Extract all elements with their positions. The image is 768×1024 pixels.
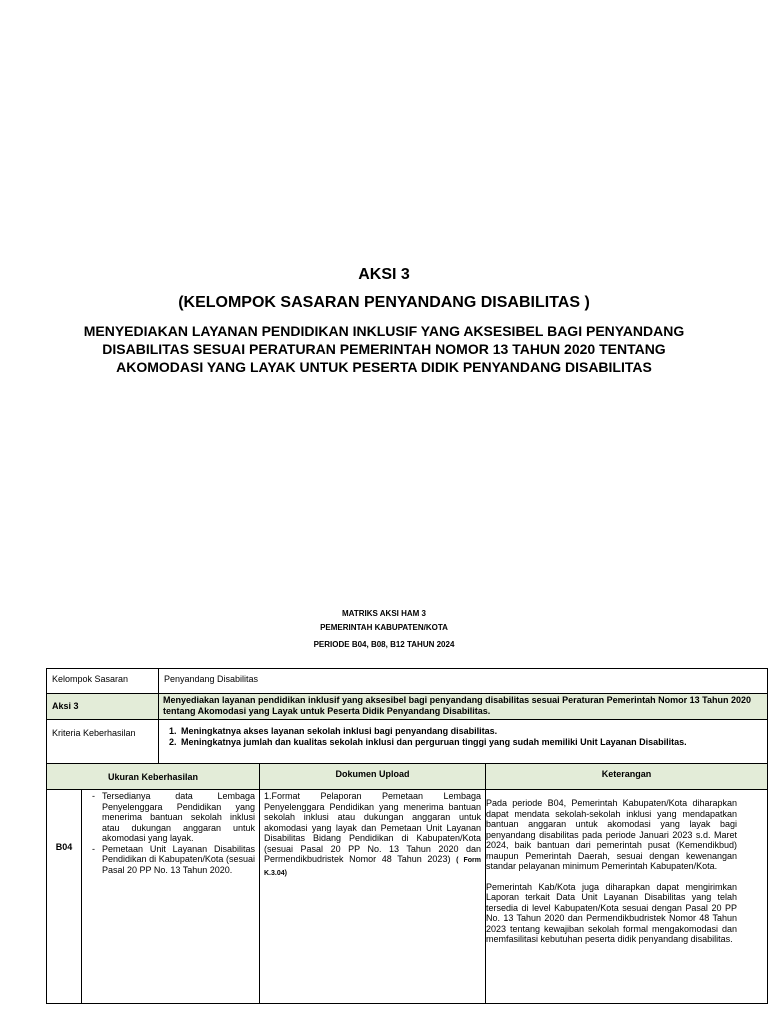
document-header-label: Dokumen Upload (335, 769, 410, 779)
action-label-cell (46, 693, 159, 720)
document-cell (259, 789, 486, 1004)
period-label: B04 (55, 842, 73, 852)
criteria-list (163, 726, 763, 748)
measure-item: - Tersedianya data Lembaga Penyelenggara Pendidikan yang menerima bantuan sekolah inklusi atau dukungan anggaran untuk akomodasi yang layak. (102, 791, 255, 844)
target-label-cell (46, 668, 159, 694)
aksi-title: AKSI 3 (358, 266, 410, 283)
matrix-period: PERIODE B04, B08, B12 TAHUN 2024 (313, 640, 455, 649)
measure-header (46, 763, 260, 790)
notes-header-label: Keterangan (601, 769, 652, 779)
notes-cell (485, 789, 768, 1004)
matrix-title: MATRIKS AKSI HAM 3 (342, 609, 426, 618)
notes-header (485, 763, 768, 790)
action-label: Aksi 3 (52, 701, 79, 711)
notes-paragraph-2: Pemerintah Kab/Kota juga diharapkan dapat mengirimkan Laporan terkait Data Unit Layanan Disabilitas yang telah tersedia di level Kabupaten/Kota sesuai dengan Pasal 20 PP No. 13 Tahun 2020 dan Permendikbudristek Nomor 48 Tahun 2023 tentang kewajiban sekolah formal mengakomodasi dan memfasilitasi kebutuhan peserta didik penyandang disabilitas. (486, 881, 737, 944)
group-title: (KELOMPOK SASARAN PENYANDANG DISABILITAS ) (178, 294, 590, 311)
measures-list (86, 791, 255, 875)
document-text (264, 791, 481, 879)
criteria-label-cell (46, 719, 159, 764)
document-form-code: ( Form K.3.04) (264, 857, 481, 877)
matrix-government: PEMERINTAH KABUPATEN/KOTA (320, 623, 448, 632)
criteria-cell (158, 719, 768, 764)
document-description: 1.Format Pelaporan Pemetaan Lembaga Penyelenggara Pendidikan yang menerima bantuan sekolah inklusi atau dukungan anggaran untuk akomodasi yang layak dan Pemetaan Unit Layanan Disabilitas Bidang Pendidikan di Kabupaten/Kota (sesuai Pasal 20 PP No. 13 Tahun 2020 dan Permendikbudristek Nomor 48 Tahun 2023) (264, 791, 481, 864)
action-value: Menyediakan layanan pendidikan inklusif yang aksesibel bagi penyandang disabilitas sesuai Peraturan Pemerintah Nomor 13 Tahun 2020 tentang Akomodasi yang Layak untuk Peserta Didik Penyandang Disabilitas. (163, 695, 752, 716)
action-value-cell (158, 693, 768, 720)
target-label: Kelompok Sasaran (52, 674, 129, 684)
period-cell (46, 789, 82, 1004)
notes-paragraph-1: Pada periode B04, Pemerintah Kabupaten/Kota diharapkan dapat mendata sekolah-sekolah inklusi yang mendapatkan bantuan anggaran untuk akomodasi yang layak bagi penyandang disabilitas pada periode Januari 2023 s.d. Maret 2024, baik bantuan dari pemerintah pusat (Kemendikbud) maupun Pemerintah Daerah, sesuai dengan kewenangan standar pelayanan minimum Pemerintah Kabupaten/Kota. (486, 798, 737, 871)
target-value: Penyandang Disabilitas (164, 674, 259, 684)
main-title: MENYEDIAKAN LAYANAN PENDIDIKAN INKLUSIF YANG AKSESIBEL BAGI PENYANDANG DISABILITAS SESUAI PERATURAN PEMERINTAH NOMOR 13 TAHUN 2020 TENTANG AKOMODASI YANG LAYAK UNTUK PESERTA DIDIK PENYANDANG DISABILITAS (83, 323, 685, 375)
document-header (259, 763, 486, 790)
measure-header-label: Ukuran Keberhasilan (107, 772, 199, 782)
action-matrix-table (46, 668, 768, 1004)
criteria-label: Kriteria Keberhasilan (52, 728, 136, 738)
measure-item: - Pemetaan Unit Layanan Disabilitas Pendidikan di Kabupaten/Kota (sesuai Pasal 20 PP No. 13 Tahun 2020. (102, 844, 255, 876)
target-value-cell (158, 668, 768, 694)
criteria-item: 2. Meningkatnya jumlah dan kualitas sekolah inklusi dan perguruan tinggi yang sudah memiliki Unit Layanan Disabilitas. (179, 737, 763, 748)
measures-cell (81, 789, 260, 1004)
criteria-item: 1. Meningkatnya akses layanan sekolah inklusi bagi penyandang disabilitas. (179, 726, 763, 737)
